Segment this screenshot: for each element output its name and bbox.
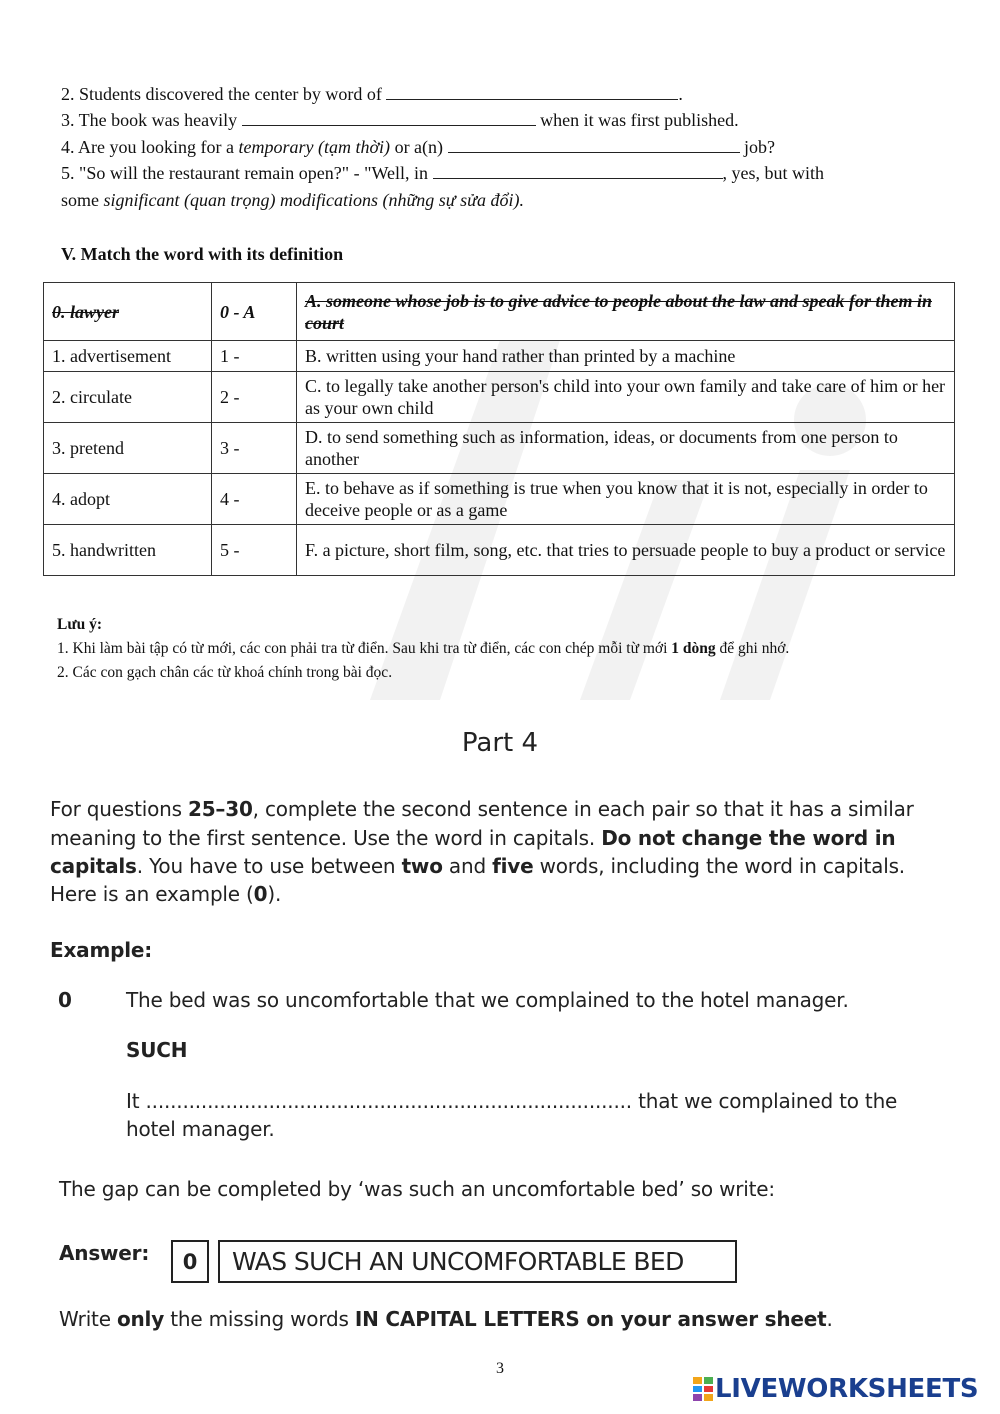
- exercise-line-5-cont: [61, 187, 524, 213]
- definition-cell: C. to legally take another person's child into your own family and take care of him or her as your own child: [297, 372, 955, 423]
- answer-number-box: 0: [171, 1240, 209, 1283]
- answer-blank-4[interactable]: [448, 135, 740, 153]
- gap-sentence-line-2: hotel manager.: [126, 1117, 275, 1141]
- brand-blocks-icon: [693, 1377, 713, 1401]
- exercise-line-5: [61, 160, 824, 186]
- instr-text-bold: two: [401, 854, 443, 878]
- answer-text-box: WAS SUCH AN UNCOMFORTABLE BED: [218, 1240, 737, 1283]
- table-row: [44, 372, 955, 423]
- note-text: để ghi nhớ.: [715, 640, 790, 657]
- line-text: job?: [739, 137, 776, 157]
- answer-cell[interactable]: 2 -: [212, 372, 297, 423]
- line-text: or a(n): [390, 137, 448, 157]
- line-text: 2. Students discovered the center by word of: [61, 84, 387, 104]
- definition-cell: B. written using your hand rather than printed by a machine: [297, 341, 955, 372]
- answer-cell[interactable]: 1 -: [212, 341, 297, 372]
- instr-text-bold: 25–30: [188, 797, 253, 821]
- note-text: 1. Khi làm bài tập có từ mới, các con phải tra từ điển. Sau khi tra từ điển, các con chép mỗi từ mới: [57, 640, 672, 657]
- page-number: 3: [496, 1360, 504, 1377]
- line-text: 3. The book was heavily: [61, 110, 242, 130]
- instruction-line-1: [50, 795, 914, 824]
- instr-text: Here is an example (: [50, 882, 254, 906]
- matching-table: [43, 282, 955, 576]
- gap-note: The gap can be completed by ‘was such an uncomfortable bed’ so write:: [59, 1177, 775, 1201]
- answer-blank-3[interactable]: [242, 108, 536, 126]
- word-cell: 2. circulate: [44, 372, 212, 423]
- instruction-line-3: [50, 852, 905, 881]
- definition-cell: [297, 283, 955, 341]
- definition-text: A. someone whose job is to give advice to people about the law and speak for them in court: [305, 290, 932, 333]
- line-text: 4. Are you looking for a: [61, 137, 239, 157]
- table-row: [44, 423, 955, 474]
- answer-cell[interactable]: 5 -: [212, 525, 297, 576]
- instr-text-bold: only: [116, 1307, 165, 1331]
- answer-blank-2[interactable]: [386, 82, 678, 100]
- answer-text: 0 - A: [220, 301, 256, 322]
- line-text-italic: temporary (tạm thời): [238, 137, 391, 157]
- keyword: SUCH: [126, 1038, 188, 1062]
- table-row: [44, 341, 955, 372]
- note-text-bold: 1 dòng: [671, 640, 716, 657]
- table-row: [44, 525, 955, 576]
- instr-text: the missing words: [164, 1307, 355, 1331]
- table-row: [44, 474, 955, 525]
- word-text: 0. lawyer: [52, 301, 119, 322]
- final-instruction: [59, 1305, 833, 1334]
- instruction-line-2: [50, 824, 895, 853]
- word-cell: 3. pretend: [44, 423, 212, 474]
- instr-text: . You have to use between: [136, 854, 402, 878]
- exercise-line-3: [61, 107, 739, 133]
- instr-text-bold: Do not change the word in: [601, 826, 896, 850]
- word-cell: 5. handwritten: [44, 525, 212, 576]
- part-title: Part 4: [461, 728, 539, 758]
- note-title: Lưu ý:: [57, 616, 103, 633]
- definition-cell: D. to send something such as information, ideas, or documents from one person to another: [297, 423, 955, 474]
- exercise-v-heading: V. Match the word with its definition: [61, 244, 344, 264]
- definition-cell: E. to behave as if something is true when you know that it is not, especially in order to deceive people or as a game: [297, 474, 955, 525]
- answer-cell[interactable]: 3 -: [212, 423, 297, 474]
- instr-text: .: [826, 1307, 833, 1331]
- instr-text: and: [442, 854, 493, 878]
- exercise-line-4: [61, 134, 775, 160]
- note-item-2: 2. Các con gạch chân các từ khoá chính trong bài đọc.: [57, 664, 393, 681]
- answer-cell[interactable]: 4 -: [212, 474, 297, 525]
- gap-sentence-line-1: It ............................................................................... that we complained to the: [126, 1089, 898, 1113]
- instr-text-bold: capitals: [50, 854, 137, 878]
- instr-text: ).: [267, 882, 282, 906]
- line-text: when it was first published.: [535, 110, 739, 130]
- example-label: Example:: [50, 938, 153, 962]
- instr-text: , complete the second sentence in each pair so that it has a similar: [252, 797, 914, 821]
- instr-text-bold: five: [492, 854, 534, 878]
- line-text: some: [61, 190, 104, 210]
- word-cell: 4. adopt: [44, 474, 212, 525]
- table-row: [44, 283, 955, 341]
- instr-text-bold: 0: [253, 882, 268, 906]
- answer-cell: [212, 283, 297, 341]
- line-text: , yes, but with: [722, 163, 824, 183]
- answer-blank-5[interactable]: [433, 161, 723, 179]
- answer-label: Answer:: [59, 1241, 150, 1265]
- definition-cell: F. a picture, short film, song, etc. that tries to persuade people to buy a product or service: [297, 525, 955, 576]
- line-text-italic: significant (quan trọng) modifications (những sự sửa đổi).: [103, 190, 524, 210]
- exercise-line-2: [61, 81, 683, 107]
- instr-text-bold: IN CAPITAL LETTERS on your answer sheet: [354, 1307, 827, 1331]
- example-number: 0: [58, 988, 72, 1012]
- word-cell: [44, 283, 212, 341]
- instr-text: meaning to the first sentence. Use the word in capitals.: [50, 826, 602, 850]
- line-text: 5. "So will the restaurant remain open?" - "Well, in: [61, 163, 433, 183]
- instr-text: For questions: [50, 797, 188, 821]
- instr-text: words, including the word in capitals.: [533, 854, 905, 878]
- word-cell: 1. advertisement: [44, 341, 212, 372]
- instruction-line-4: [50, 880, 281, 909]
- example-sentence: The bed was so uncomfortable that we complained to the hotel manager.: [126, 988, 849, 1012]
- brand-text: LIVEWORKSHEETS: [715, 1374, 979, 1404]
- instr-text: Write: [59, 1307, 117, 1331]
- note-item-1: [57, 637, 789, 661]
- line-text: .: [678, 84, 683, 104]
- brand-logo[interactable]: [693, 1374, 978, 1404]
